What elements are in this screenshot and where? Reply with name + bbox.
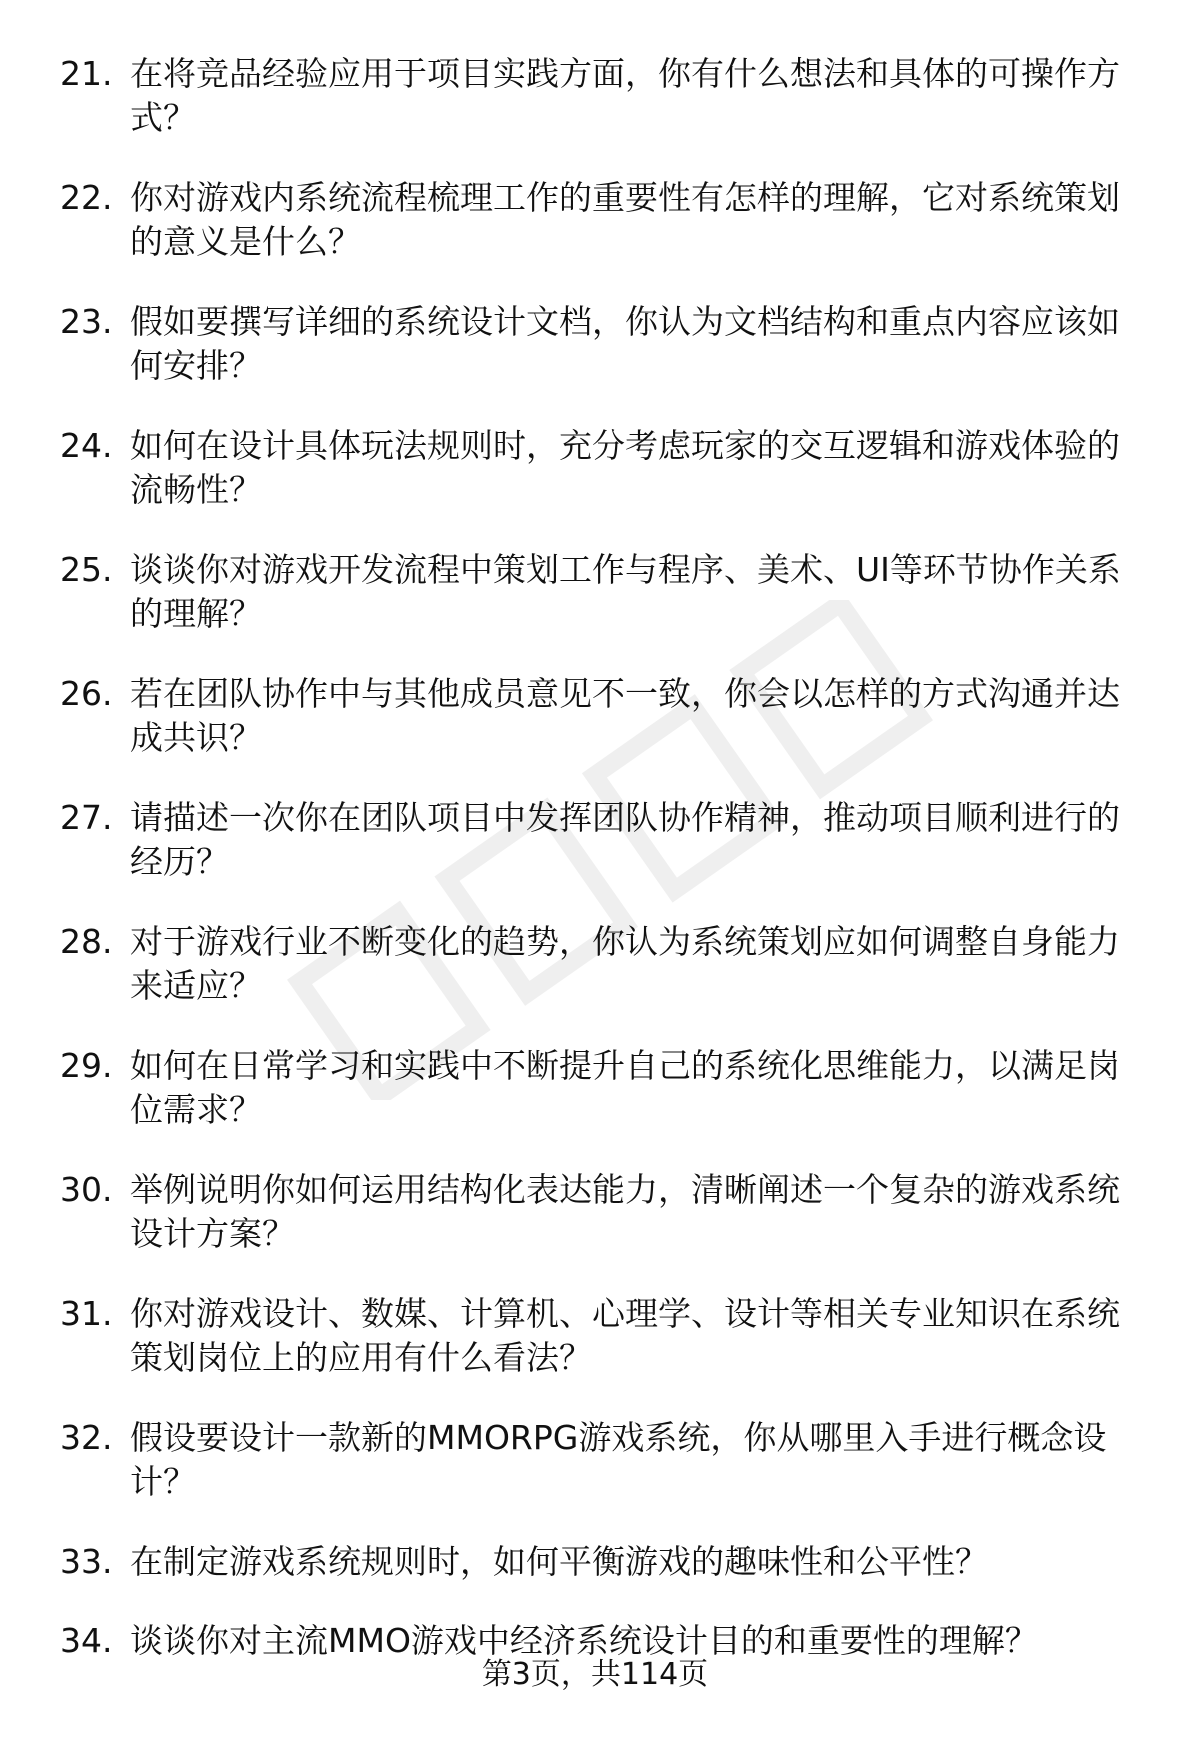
- question-number: 26.: [60, 674, 113, 713]
- question-text: 在将竞品经验应用于项目实践方面，你有什么想法和具体的可操作方式？: [130, 54, 1120, 137]
- question-item: [60, 1168, 1145, 1256]
- question-number: 23.: [60, 302, 113, 341]
- question-item: [60, 424, 1145, 512]
- question-number: 21.: [60, 54, 113, 93]
- question-item: [60, 52, 1145, 140]
- question-item: [60, 796, 1145, 884]
- question-text: 你对游戏设计、数媒、计算机、心理学、设计等相关专业知识在系统策划岗位上的应用有什么看法？: [130, 1294, 1120, 1377]
- question-text: 举例说明你如何运用结构化表达能力，清晰阐述一个复杂的游戏系统设计方案？: [130, 1170, 1120, 1253]
- question-text: 谈谈你对游戏开发流程中策划工作与程序、美术、UI等环节协作关系的理解？: [130, 550, 1121, 633]
- question-item: [60, 1292, 1145, 1380]
- question-number: 25.: [60, 550, 113, 589]
- question-number: 27.: [60, 798, 113, 837]
- question-text: 假设要设计一款新的MMORPG游戏系统，你从哪里入手进行概念设计？: [130, 1418, 1107, 1501]
- question-item: [60, 1416, 1145, 1504]
- question-item: [60, 920, 1145, 1008]
- question-text: 对于游戏行业不断变化的趋势，你认为系统策划应如何调整自身能力来适应？: [130, 922, 1120, 1005]
- question-item: [60, 300, 1145, 388]
- question-number: 34.: [60, 1621, 113, 1660]
- question-item: [60, 672, 1145, 760]
- question-text: 谈谈你对主流MMO游戏中经济系统设计目的和重要性的理解？: [130, 1621, 1038, 1660]
- question-text: 如何在日常学习和实践中不断提升自己的系统化思维能力，以满足岗位需求？: [130, 1046, 1120, 1129]
- question-text: 若在团队协作中与其他成员意见不一致，你会以怎样的方式沟通并达成共识？: [130, 674, 1120, 757]
- question-number: 29.: [60, 1046, 113, 1085]
- question-number: 30.: [60, 1170, 113, 1209]
- question-number: 33.: [60, 1542, 113, 1581]
- question-text: 请描述一次你在团队项目中发挥团队协作精神，推动项目顺利进行的经历？: [130, 798, 1120, 881]
- question-text: 你对游戏内系统流程梳理工作的重要性有怎样的理解，它对系统策划的意义是什么？: [130, 178, 1120, 261]
- question-text: 假如要撰写详细的系统设计文档，你认为文档结构和重点内容应该如何安排？: [130, 302, 1120, 385]
- question-item: [60, 1540, 1145, 1584]
- question-item: [60, 176, 1145, 264]
- question-item: [60, 1044, 1145, 1132]
- question-text: 如何在设计具体玩法规则时，充分考虑玩家的交互逻辑和游戏体验的流畅性？: [130, 426, 1120, 509]
- page-number-footer: 第3页，共114页: [481, 1657, 709, 1692]
- question-text: 在制定游戏系统规则时，如何平衡游戏的趣味性和公平性？: [130, 1542, 988, 1581]
- question-number: 31.: [60, 1294, 113, 1333]
- question-list: [60, 52, 1145, 1698]
- question-number: 22.: [60, 178, 113, 217]
- question-number: 32.: [60, 1418, 113, 1457]
- question-item: [60, 548, 1145, 636]
- question-number: 28.: [60, 922, 113, 961]
- question-number: 24.: [60, 426, 113, 465]
